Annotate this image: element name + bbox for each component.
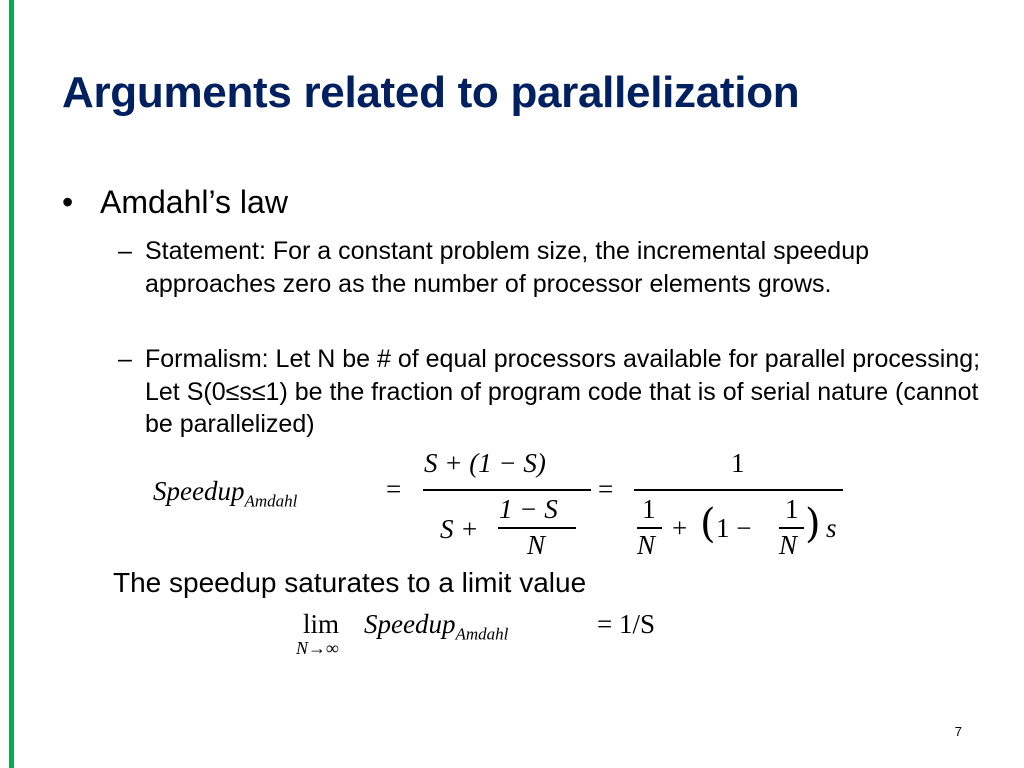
fraction-1-numerator: S + (1 − S) — [424, 448, 546, 478]
saturate-text: The speedup saturates to a limit value — [113, 567, 587, 598]
fraction-2-bar — [634, 489, 843, 491]
sub-item-marker: – — [118, 345, 132, 373]
inner-fraction-numerator: 1 − S — [499, 494, 558, 524]
fraction-1-denominator-left: S + — [440, 514, 479, 544]
speedup-lhs-subscript: Amdahl — [244, 491, 298, 511]
plus-sign: + — [672, 513, 688, 543]
inner-fraction-denominator: N — [527, 530, 546, 560]
fraction-2-numerator: 1 — [731, 448, 745, 478]
fraction-2a-bar — [637, 527, 662, 529]
sub-item-text: Formalism: Let N be # of equal processors available for parallel processing; Let S(0≤s≤1) be the fraction of program code that is of serial nature (cannot be parallelized) — [145, 345, 981, 438]
limit-operator: lim — [303, 609, 340, 639]
serial-fraction-s: s — [826, 513, 837, 543]
speedup-lhs — [153, 476, 297, 511]
speedup-lhs-base: Speedup — [153, 476, 245, 506]
fraction-2a-numerator: 1 — [642, 494, 656, 524]
fraction-2b-numerator: 1 — [785, 494, 799, 524]
limit-speedup-subscript: Amdahl — [455, 624, 509, 644]
accent-bar — [9, 0, 14, 768]
fraction-2b-bar — [779, 527, 804, 529]
sub-item-statement — [118, 235, 988, 300]
sub-item-text: Statement: For a constant problem size, the incremental speedup approaches zero as the number of processor elements grows. — [145, 237, 869, 298]
fraction-1-bar — [423, 489, 591, 491]
equals-sign: = — [386, 474, 402, 504]
bullet-marker: • — [62, 184, 74, 220]
limit-subscript: N→∞ — [296, 638, 339, 658]
sub-item-formalism — [118, 343, 988, 441]
slide-number: 7 — [954, 724, 962, 739]
fraction-2a-denominator: N — [637, 530, 656, 560]
bullet-text: Amdahl’s law — [100, 184, 288, 220]
fraction-2b-denominator: N — [779, 530, 798, 560]
limit-rhs: = 1/S — [597, 609, 655, 639]
sub-item-marker: – — [118, 237, 132, 265]
limit-speedup-base: Speedup — [364, 609, 456, 639]
limit-speedup — [364, 609, 508, 644]
equals-sign-2: = — [598, 474, 614, 504]
slide-title: Arguments related to parallelization — [62, 68, 800, 117]
right-paren: ) — [805, 501, 821, 547]
one-minus: 1 − — [716, 513, 752, 543]
inner-fraction-bar — [498, 527, 576, 529]
left-paren: ( — [700, 501, 716, 547]
